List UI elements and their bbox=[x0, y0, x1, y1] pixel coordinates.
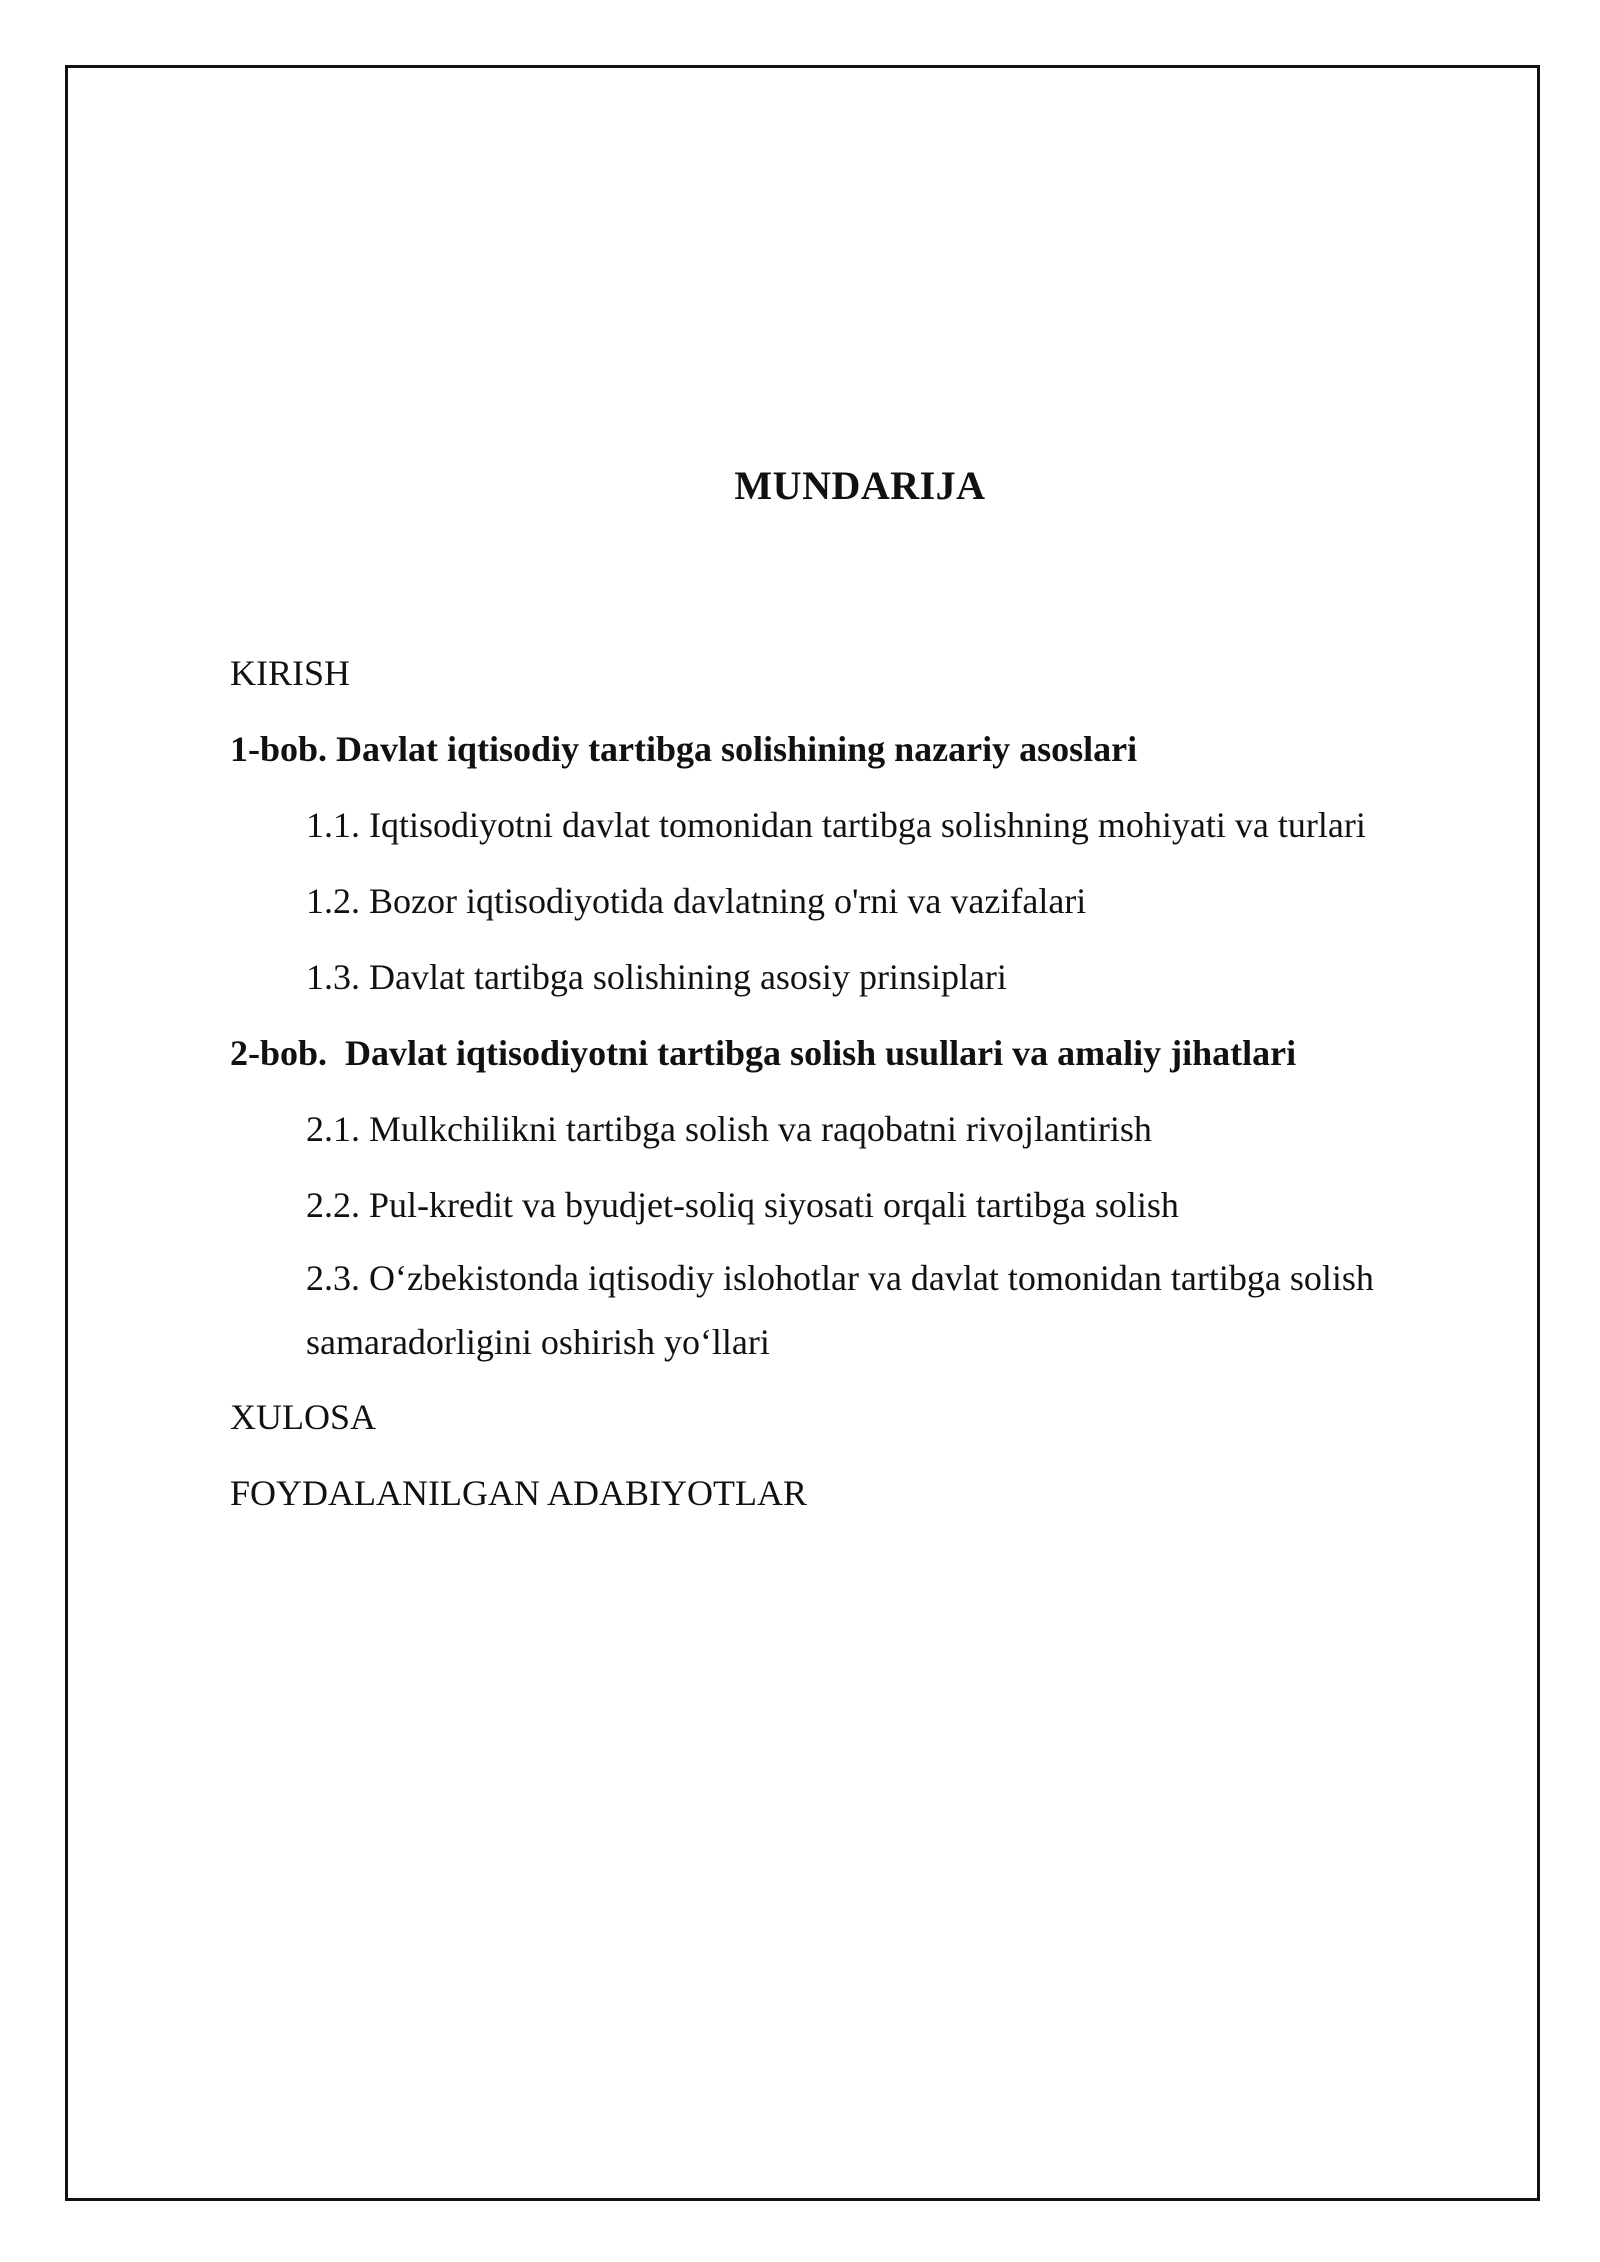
toc-section-2-3: 2.3. O‘zbekistonda iqtisodiy islohotlar va davlat tomonidan tartibga solish samaradorligini oshirish yo‘llari bbox=[306, 1258, 1374, 1362]
toc-chapter-1: 1-bob. Davlat iqtisodiy tartibga solishining nazariy asoslari bbox=[230, 729, 1138, 769]
toc-section-2-1: 2.1. Mulkchilikni tartibga solish va raqobatni rivojlantirish bbox=[306, 1109, 1152, 1149]
toc-entry-conclusion: XULOSA bbox=[230, 1397, 377, 1437]
toc-section-1-3: 1.3. Davlat tartibga solishining asosiy prinsiplari bbox=[306, 957, 1007, 997]
toc-section-1-2: 1.2. Bozor iqtisodiyotida davlatning o'rni va vazifalari bbox=[306, 881, 1087, 921]
toc-entry-references: FOYDALANILGAN ADABIYOTLAR bbox=[230, 1473, 807, 1513]
table-of-contents bbox=[230, 640, 1460, 1536]
toc-section-1-1: 1.1. Iqtisodiyotni davlat tomonidan tartibga solishning mohiyati va turlari bbox=[306, 805, 1366, 845]
toc-chapter-2: 2-bob. Davlat iqtisodiyotni tartibga solish usullari va amaliy jihatlari bbox=[230, 1033, 1297, 1073]
toc-section-2-2: 2.2. Pul-kredit va byudjet-soliq siyosati orqali tartibga solish bbox=[306, 1185, 1179, 1225]
page-title: MUNDARIJA bbox=[734, 463, 986, 508]
toc-entry-introduction: KIRISH bbox=[230, 653, 351, 693]
